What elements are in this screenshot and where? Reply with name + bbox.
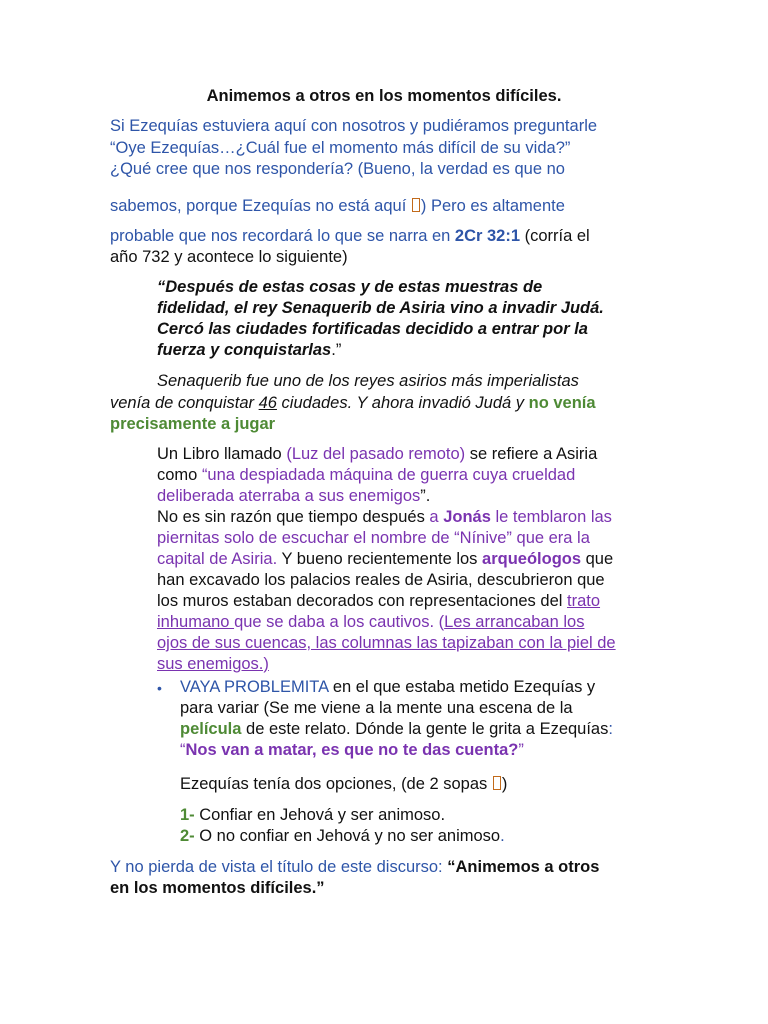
libro-text: que se daba a los cautivos. xyxy=(234,613,435,631)
opcion-text: O no confiar en Jehová y no ser animoso xyxy=(194,827,501,845)
bullet-text: ” xyxy=(518,741,524,759)
page-title: Animemos a otros en los momentos difíciles. xyxy=(206,87,562,105)
libro-underlined: Les arrancaban los xyxy=(444,613,585,631)
bullet-line-2: para variar (Se me viene a la mente una escena de la xyxy=(180,699,573,717)
opcion-2 xyxy=(180,826,505,847)
libro-text: los muros estaban decorados con representaciones del xyxy=(157,592,567,610)
libro-line-11: sus enemigos.) xyxy=(157,655,269,673)
senaquerib-line-2 xyxy=(110,393,596,414)
opcion-number: 1- xyxy=(180,806,195,824)
intro-line-1: Si Ezequías estuviera aquí con nosotros y pudiéramos preguntarle xyxy=(110,117,598,135)
libro-book-title: (Luz del pasado remoto) xyxy=(286,445,466,463)
libro-underlined: trato xyxy=(567,592,601,610)
libro-line-4 xyxy=(157,507,612,528)
opciones-text: Ezequías tenía dos opciones, (de 2 sopas xyxy=(180,775,492,793)
senaquerib-highlight: no venía xyxy=(528,394,596,412)
senaquerib-text: ciudades. Y ahora invadió Judá y xyxy=(276,394,529,412)
scripture-reference: 2Cr 32:1 xyxy=(454,227,521,245)
libro-text: se refiere a Asiria xyxy=(465,445,598,463)
libro-line-6 xyxy=(157,549,613,570)
quote-line-1: “Después de estas cosas y de estas muestras de xyxy=(157,278,543,296)
libro-text: a xyxy=(429,508,444,526)
closing-text: Y no pierda de vista el título de este discurso: xyxy=(110,858,448,876)
opcion-number: 2- xyxy=(180,827,195,845)
opcion-text: . xyxy=(500,827,505,845)
bullet-text: “ xyxy=(180,741,186,759)
bullet-text: : xyxy=(608,720,613,738)
bullet-pelicula: película xyxy=(180,720,242,738)
closing-line-2: en los momentos difíciles.” xyxy=(110,879,325,897)
quote-text: .” xyxy=(331,341,342,359)
bullet-highlight: VAYA PROBLEMITA xyxy=(180,678,329,696)
intro-text: (corría el xyxy=(520,227,590,245)
libro-line-5: piernitas solo de escuchar el nombre de “Nínive” que era la xyxy=(157,529,590,547)
bullet-line-1 xyxy=(180,677,595,698)
bullet-text: de este relato. Dónde la gente le grita a Ezequías xyxy=(241,720,609,738)
libro-line-3 xyxy=(157,486,430,507)
libro-text: como xyxy=(157,466,202,484)
intro-text: ) Pero es altamente xyxy=(420,197,565,215)
libro-text: Un Libro llamado xyxy=(157,445,287,463)
libro-text: ( xyxy=(434,613,445,631)
opcion-1 xyxy=(180,805,445,826)
intro-text: probable que nos recordará lo que se narra en xyxy=(110,227,455,245)
closing-line-1 xyxy=(110,857,599,878)
libro-text: le temblaron las xyxy=(490,508,612,526)
quote-text: fuerza y conquistarlas xyxy=(157,341,332,359)
smiley-glyph-icon xyxy=(493,776,501,790)
libro-text: Y bueno recientemente los xyxy=(277,550,483,568)
intro-line-4 xyxy=(110,196,565,217)
libro-name-jonas: Jonás xyxy=(443,508,491,526)
bullet-marker: • xyxy=(157,680,162,696)
bullet-line-3 xyxy=(180,719,613,740)
bullet-line-4 xyxy=(180,740,524,761)
libro-line-1 xyxy=(157,444,597,465)
intro-line-3: ¿Qué cree que nos respondería? (Bueno, la verdad es que no xyxy=(110,160,565,178)
quote-line-3: Cercó las ciudades fortificadas decidido a entrar por la xyxy=(157,320,588,338)
intro-line-2: “Oye Ezequías…¿Cuál fue el momento más difícil de su vida?” xyxy=(110,139,571,157)
quote-line-4 xyxy=(157,340,341,361)
senaquerib-line-1: Senaquerib fue uno de los reyes asirios más imperialistas xyxy=(157,372,579,390)
opcion-text: Confiar en Jehová y ser animoso. xyxy=(194,806,446,824)
bullet-shout: Nos van a matar, es que no te das cuenta? xyxy=(185,741,519,759)
libro-text: No es sin razón que tiempo después xyxy=(157,508,430,526)
opciones-intro xyxy=(180,774,507,795)
senaquerib-line-3: precisamente a jugar xyxy=(110,415,276,433)
quote-line-2: fidelidad, el rey Senaquerib de Asiria vino a invadir Judá. xyxy=(157,299,604,317)
smiley-glyph-icon xyxy=(412,198,420,212)
intro-line-6: año 732 y acontece lo siguiente) xyxy=(110,248,348,266)
libro-text: que xyxy=(581,550,614,568)
libro-arqueologos: arqueólogos xyxy=(482,550,582,568)
opciones-text: ) xyxy=(501,775,508,793)
closing-title: “Animemos a otros xyxy=(447,858,600,876)
senaquerib-number: 46 xyxy=(258,394,277,412)
intro-text: sabemos, porque Ezequías no está aquí xyxy=(110,197,407,215)
libro-text: capital de Asiria. xyxy=(157,550,278,568)
libro-text: ”. xyxy=(420,487,431,505)
senaquerib-text: venía de conquistar xyxy=(110,394,259,412)
libro-line-10: ojos de sus cuencas, las columnas las tapizaban con la piel de xyxy=(157,634,616,652)
libro-line-2 xyxy=(157,465,575,486)
bullet-text: en el que estaba metido Ezequías y xyxy=(328,678,596,696)
libro-line-9 xyxy=(157,612,584,633)
libro-underlined: inhumano xyxy=(157,613,235,631)
libro-line-8 xyxy=(157,591,600,612)
libro-quote: “una despiadada máquina de guerra cuya crueldad xyxy=(201,466,576,484)
intro-line-5 xyxy=(110,226,590,247)
libro-line-7: han excavado los palacios reales de Asiria, descubrieron que xyxy=(157,571,605,589)
libro-quote: deliberada aterraba a sus enemigos xyxy=(157,487,421,505)
